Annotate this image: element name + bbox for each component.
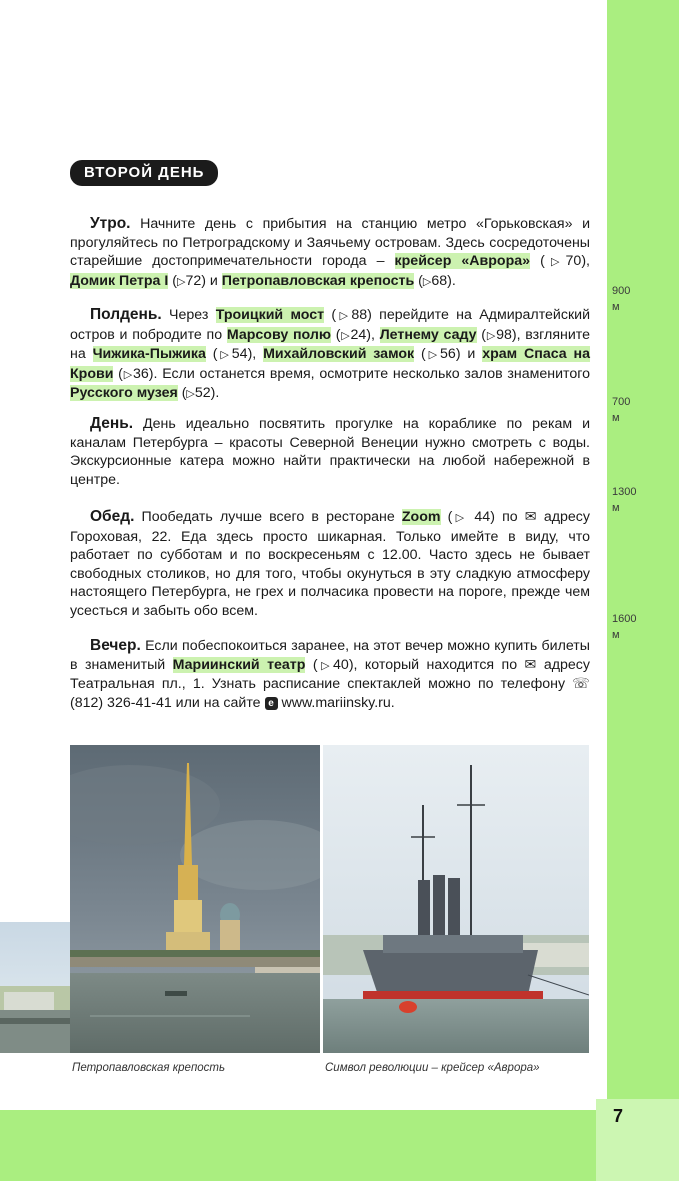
text-run: , взгляните на — [70, 326, 590, 363]
distance-value: 1600 — [612, 613, 637, 625]
text-run: . — [215, 385, 220, 402]
text-run: перейдите на Адмиралтейский остров и побродите по — [70, 307, 590, 343]
paragraph-evening: Вечер. Если побеспокоиться заранее, на этот вечер можно купить билеты в знаменитый Мариинский театр (▷40), который находится по ✉ адресу Театральная пл., 1. Узнать расписание спектаклей можно по телефону ☏ (812) 326-41-41 или на сайте e www.mariinsky.ru. — [70, 637, 590, 711]
paragraph-lead: Полдень. — [90, 306, 162, 323]
caption-left: Петропавловская крепость — [72, 1062, 226, 1074]
place-highlight: Мариинский театр — [172, 656, 306, 673]
reference-arrow-icon: ▷ — [336, 310, 352, 322]
page-reference: 54 — [231, 346, 248, 363]
distance-marker — [612, 283, 672, 315]
reference-arrow-icon: ▷ — [422, 275, 432, 288]
phone-icon: ☏ — [572, 676, 590, 693]
paragraph-lead: Вечер. — [90, 637, 141, 654]
page-reference: 52 — [194, 385, 211, 402]
page-reference: 88 — [351, 307, 368, 323]
text-run: адресу Театральная пл., 1. Узнать расписание спектаклей можно по телефону — [70, 656, 590, 693]
paragraph-lunch: Обед. Пообедать лучше всего в ресторане Zoom (▷ 44) по ✉ адресу Гороховая, 22. Еда здесь просто шикарная. Только имейте в виду, что работает по субботам и по воскресеньям с 12.00. Часто здесь не бывает свободных столиков, но для того, чтобы окунуться в эту сладкую атмосферу настоящего Петербурга, не грех и полчасика провести на пороге, прежде чем усесться и забыть обо всем. — [70, 508, 590, 619]
paragraph-morning: Утро. Начните день с прибытия на станцию метро «Горьковская» и прогуляйтесь по Петроградскому и Заячьему островам. Здесь сосредоточены старейшие достопримечательности города – крейсер «Аврора» (▷70), Домик Петра I (▷72) и Петропавловская крепость (▷68). — [70, 215, 590, 289]
page-number: 7 — [613, 1106, 624, 1126]
mail-icon: ✉ — [524, 656, 537, 673]
distance-marker — [612, 394, 672, 426]
text-run: , — [252, 346, 264, 363]
text-run: (812) 326-41-41 или на сайте — [70, 694, 265, 711]
reference-arrow-icon: ▷ — [340, 329, 351, 342]
text-run: и — [460, 346, 483, 363]
place-highlight: Домик Петра I — [70, 272, 169, 289]
reference-arrow-icon: ▷ — [486, 329, 497, 342]
reference-arrow-icon: ▷ — [425, 349, 441, 362]
page-reference: 36 — [133, 365, 149, 382]
page-reference: 40 — [333, 656, 349, 673]
paragraph-day — [70, 415, 590, 489]
distance-marker — [612, 484, 672, 516]
distance-unit: м — [612, 301, 620, 313]
page-number-box — [596, 1099, 679, 1181]
place-highlight: крейсер «Аврора» — [394, 253, 531, 270]
distance-unit: м — [612, 629, 620, 641]
text-run: , который находится по — [353, 656, 525, 673]
paragraph-lead: Обед. — [90, 508, 135, 525]
caption-right: Символ революции – крейсер «Аврора» — [325, 1062, 540, 1074]
page-reference: 56 — [440, 346, 456, 363]
reference-arrow-icon: ▷ — [122, 368, 133, 381]
page-reference: 72 — [185, 272, 202, 289]
place-highlight: Русского музея — [70, 385, 178, 402]
page-reference: 68 — [431, 272, 448, 289]
place-highlight: Zoom — [401, 509, 441, 525]
place-highlight: храм Спаса на Крови — [70, 346, 591, 382]
paragraph-noon: Полдень. Через Троицкий мост (▷88) перейдите на Адмиралтейский остров и побродите по Марсову полю (▷24), Летнему саду (▷98), взгляните на Чижика-Пыжика (▷54), Михайловский замок (▷56) и храм Спаса на Крови (▷36). Если останется время, осмотрите несколько залов знаменитого Русского музея (▷52). — [70, 306, 591, 402]
distance-value: 700 — [612, 396, 631, 408]
bottom-band — [0, 1110, 679, 1181]
text-run: адресу Гороховая, 22. Еда здесь просто шикарная. Только имейте в виду, что работает по субботам и по воскресеньям с 12.00. Часто здесь не бывает свободных столиков, но для того, чтобы окунуться в эту сладкую атмосферу настоящего Петербурга, не грех и полчасика провести на пороге, прежде чем усесться и забыть обо всем. — [70, 509, 590, 619]
text-run: по — [494, 509, 525, 525]
section-title: ВТОРОЙ ДЕНЬ — [70, 160, 218, 186]
distance-value: 900 — [612, 285, 631, 297]
page-reference: 44 — [467, 509, 491, 525]
reference-arrow-icon: ▷ — [452, 512, 468, 524]
reference-arrow-icon: ▷ — [317, 659, 334, 672]
mail-icon: ✉ — [524, 509, 537, 525]
photo-peter-paul-fortress — [70, 745, 320, 1053]
page-reference: 70 — [565, 253, 582, 270]
web-icon: e — [265, 697, 278, 710]
reference-arrow-icon: ▷ — [186, 388, 195, 401]
photo-cruiser-aurora — [323, 745, 589, 1053]
text-run: Пообедать лучше всего в ресторане — [134, 509, 402, 525]
text-run: Через — [161, 307, 216, 323]
place-highlight: Летнему саду — [379, 326, 477, 343]
distance-unit: м — [612, 412, 620, 424]
reference-arrow-icon: ▷ — [544, 256, 566, 269]
place-highlight: Троицкий мост — [215, 307, 325, 323]
paragraph-lead: Утро. — [90, 215, 131, 232]
reference-arrow-icon: ▷ — [217, 349, 232, 362]
text-run: и — [205, 272, 222, 289]
reference-arrow-icon: ▷ — [176, 275, 186, 288]
place-highlight: Марсову полю — [226, 326, 331, 343]
place-highlight: Чижика-Пыжика — [92, 346, 206, 363]
distance-marker — [612, 611, 672, 643]
text-run: , — [586, 253, 590, 270]
distance-unit: м — [612, 502, 620, 514]
text-run: . Если останется время, осмотрите несколько залов знаменитого — [153, 365, 590, 382]
edge-photo-fragment — [0, 922, 70, 1053]
page-reference: 98 — [496, 326, 512, 343]
text-run: . — [451, 272, 456, 289]
text-run: Начните день с прибытия на станцию метро «Горьковская» и прогуляйтесь по Петроградскому и Заячьему островам. Здесь сосредоточены старейшие достопримечательности города – — [70, 216, 590, 270]
text-run: Если побеспокоиться заранее, на этот вечер можно купить билеты в знаменитый — [70, 638, 590, 673]
page-reference: 24 — [350, 326, 367, 343]
distance-value: 1300 — [612, 486, 637, 498]
text-run: www.mariinsky.ru. — [277, 694, 395, 711]
place-highlight: Михайловский замок — [263, 346, 415, 363]
paragraph-lead: День. — [90, 415, 134, 432]
side-strip — [607, 0, 679, 1181]
text-run: День идеально посвятить прогулке на кораблике по рекам и каналам Петербурга – красоты Северной Венеции нужно смотреть с воды. Экскурсионные катера можно найти практически на любой набережной в центре. — [70, 416, 590, 488]
place-highlight: Петропавловская крепость — [221, 272, 415, 289]
text-run: , — [371, 326, 380, 343]
